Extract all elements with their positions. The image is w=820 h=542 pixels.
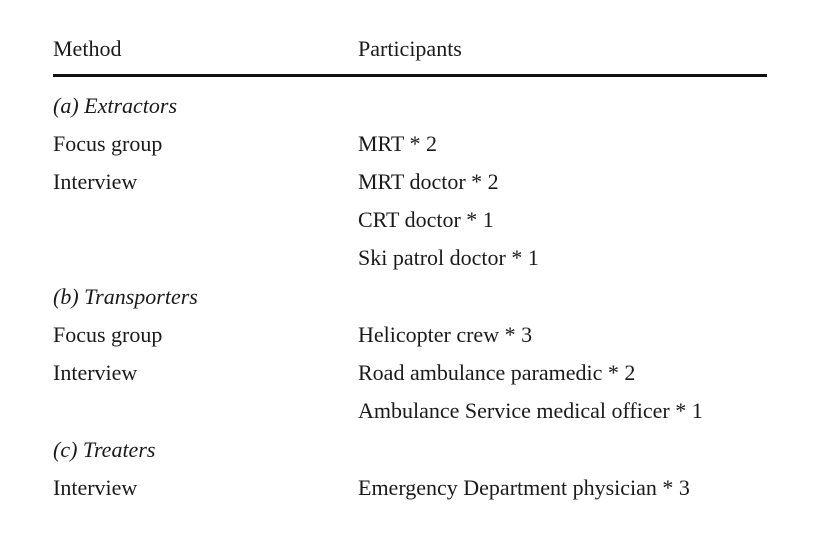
participants-cell: Ski patrol doctor * 1 (358, 245, 539, 270)
section-label: (b) Transporters (53, 284, 198, 309)
section-row-transporters (53, 282, 767, 312)
participants-cell: CRT doctor * 1 (358, 207, 494, 232)
participants-cell: Emergency Department physician * 3 (358, 475, 690, 500)
table-row (53, 167, 767, 197)
participants-table (53, 0, 767, 542)
method-cell: Interview (53, 475, 138, 500)
table-row (53, 243, 767, 273)
method-cell: Interview (53, 360, 138, 385)
method-cell: Interview (53, 169, 138, 194)
column-header-participants: Participants (358, 36, 462, 61)
table-row (53, 358, 767, 388)
participants-cell: Road ambulance paramedic * 2 (358, 360, 636, 385)
table-row (53, 205, 767, 235)
table-row (53, 129, 767, 159)
participants-cell: MRT * 2 (358, 131, 437, 156)
section-row-extractors (53, 91, 767, 121)
section-label: (c) Treaters (53, 437, 156, 462)
column-header-method: Method (53, 36, 122, 61)
participants-cell: Helicopter crew * 3 (358, 322, 533, 347)
table-row (53, 320, 767, 350)
participants-cell: MRT doctor * 2 (358, 169, 499, 194)
header-rule (53, 74, 767, 77)
table-row (53, 396, 767, 426)
section-label: (a) Extractors (53, 93, 178, 118)
method-cell: Focus group (53, 131, 163, 156)
table-row (53, 473, 767, 503)
method-cell: Focus group (53, 322, 163, 347)
participants-cell: Ambulance Service medical officer * 1 (358, 398, 703, 423)
section-row-treaters (53, 435, 767, 465)
